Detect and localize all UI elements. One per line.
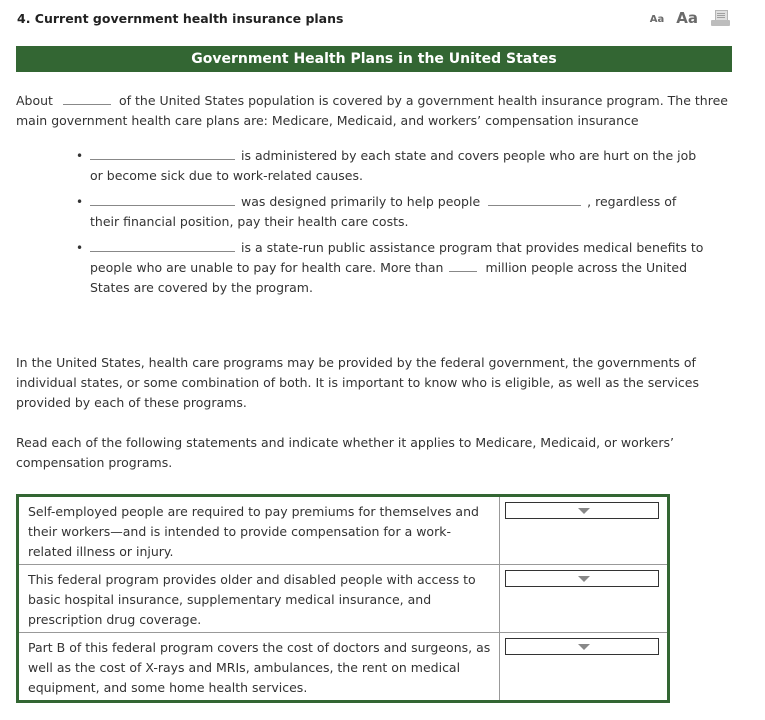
program-dropdown-2[interactable] — [505, 570, 659, 587]
decrease-font-button[interactable]: Aa — [649, 14, 665, 25]
list-item: • is a state-run public assistance program that provides medical benefits to people who are unable to pay for health care. More than million people across the United States are covered by the program. — [76, 240, 704, 295]
section-banner: Government Health Plans in the United States — [16, 46, 732, 72]
table-row — [18, 633, 669, 702]
intro-before: About — [16, 93, 53, 108]
intro-paragraph — [16, 91, 736, 131]
chevron-down-icon — [578, 576, 590, 582]
program-dropdown-3[interactable] — [505, 638, 659, 655]
instructions-paragraph: Read each of the following statements and indicate whether it applies to Medicare, Medicaid, or workers’ compensation programs. — [16, 435, 674, 470]
bullet-icon: • — [76, 241, 84, 255]
program-dropdown-1[interactable] — [505, 502, 659, 519]
increase-font-button[interactable]: Aa — [676, 9, 698, 27]
plan-list — [76, 146, 706, 304]
plan-name-blank-1[interactable] — [90, 147, 235, 160]
million-count-blank[interactable] — [449, 259, 477, 272]
bullet-icon: • — [76, 195, 84, 209]
statement-text: Part B of this federal program covers the cost of doctors and surgeons, as well as the cost of X-rays and MRIs, ambulances, the rent on medical equipment, and some home health services. — [18, 633, 500, 702]
chevron-down-icon — [578, 508, 590, 514]
table-row — [18, 565, 669, 633]
question-title: 4. Current government health insurance plans — [17, 11, 344, 26]
table-row — [18, 496, 669, 565]
list-item: • was designed primarily to help people , regardless of their financial position, pay their health care costs. — [76, 194, 677, 229]
list-item: • is administered by each state and covers people who are hurt on the job or become sick due to work-related causes. — [76, 148, 697, 183]
intro-after: of the United States population is covered by a government health insurance program. The three main government health care plans are: Medicare, Medicaid, and workers’ compensation insurance — [16, 93, 728, 128]
bullet-icon: • — [76, 149, 84, 163]
population-percent-blank[interactable] — [63, 92, 111, 105]
plan-name-blank-2[interactable] — [90, 193, 235, 206]
target-group-blank[interactable] — [488, 193, 581, 206]
context-paragraph: In the United States, health care programs may be provided by the federal government, the governments of individual states, or some combination of both. It is important to know who is eligible, as well as the services provided by each of these programs. — [16, 355, 699, 410]
plan-name-blank-3[interactable] — [90, 239, 235, 252]
statement-table — [16, 494, 670, 703]
chevron-down-icon — [578, 644, 590, 650]
printer-icon[interactable] — [710, 9, 732, 27]
statement-text: Self-employed people are required to pay premiums for themselves and their workers—and is intended to provide compensation for a work-related illness or injury. — [18, 496, 500, 565]
toolbar — [650, 9, 732, 27]
statement-text: This federal program provides older and disabled people with access to basic hospital insurance, supplementary medical insurance, and prescription drug coverage. — [18, 565, 500, 633]
